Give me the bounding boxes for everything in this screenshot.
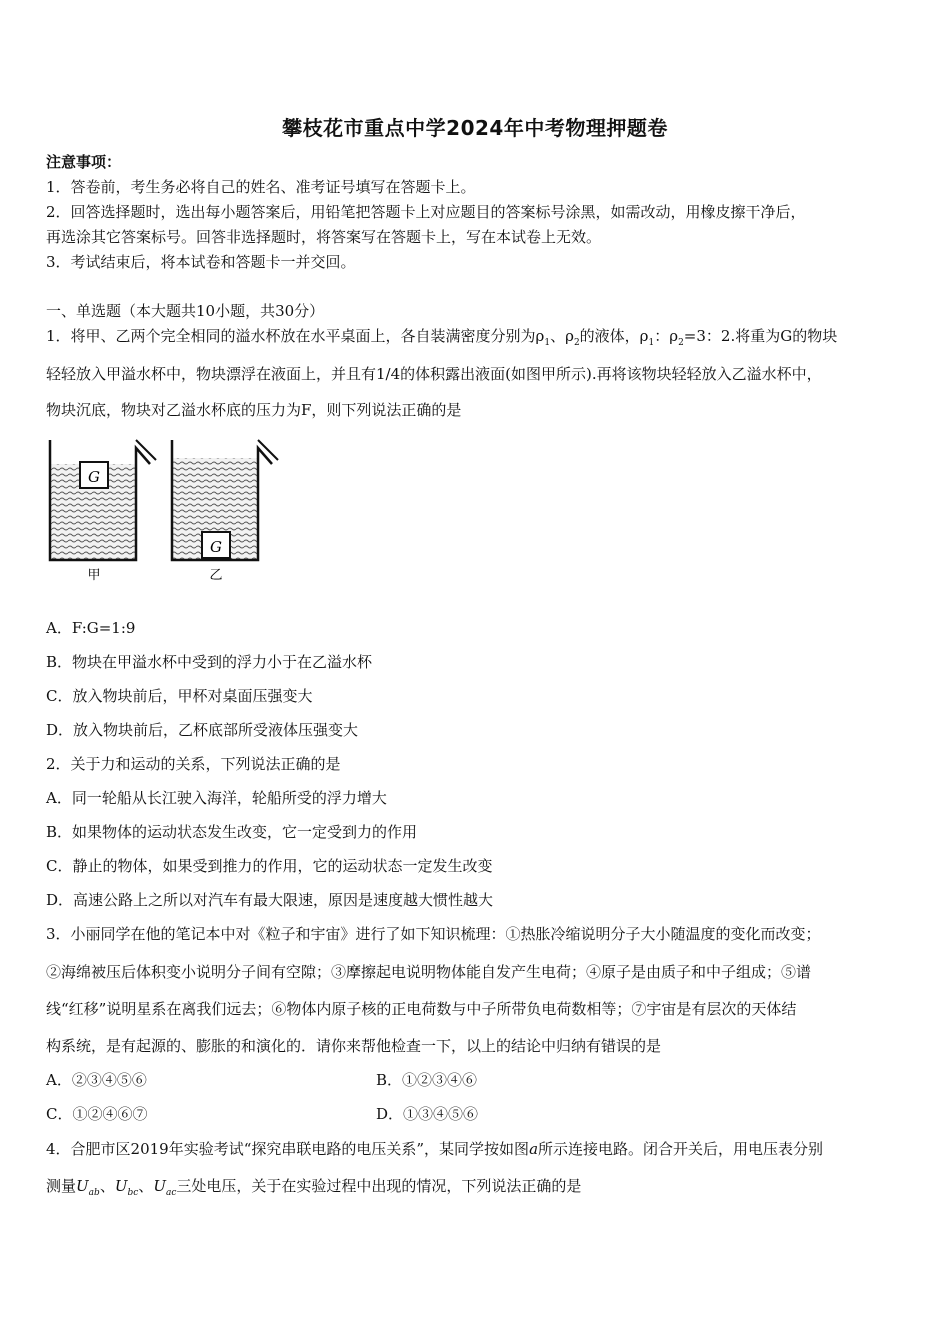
block-label-yi: G (210, 538, 222, 556)
q1-option-b: B．物块在甲溢水杯中受到的浮力小于在乙溢水杯 (46, 653, 373, 671)
q1-stem-line1: 1．将甲、乙两个完全相同的溢水杯放在水平桌面上，各自装满密度分别为$\rho_1$、$\rho_2$的液体，$\rho_1$：$\rho_2=3$：2.将重为G的物块 (46, 327, 838, 348)
q2-option-a: A．同一轮船从长江驶入海洋，轮船所受的浮力增大 (46, 789, 387, 807)
overflow-cups-figure (44, 436, 284, 590)
q3-stem-line2: ②海绵被压后体积变小说明分子间有空隙；③摩擦起电说明物体能自发产生电荷；④原子是由质子和中子组成；⑤谱 (46, 963, 812, 981)
block-label-jia: G (88, 468, 100, 486)
notes-item-2a: 2．回答选择题时，选出每小题答案后，用铅笔把答题卡上对应题目的答案标号涂黑，如需改动，用橡皮擦干净后， (46, 203, 806, 221)
q4-stem-line2: 测量$U_{ab}$、$U_{bc}$、$U_{ac}$三处电压，关于在实验过程中出现的情况，下列说法正确的是 (46, 1177, 582, 1198)
notes-heading: 注意事项： (46, 153, 122, 171)
q3-stem-line4: 构系统，是有起源的、膨胀的和演化的．请你来帮他检查一下，以上的结论中归纳有错误的是 (46, 1037, 662, 1055)
q1-option-c: C．放入物块前后，甲杯对桌面压强变大 (46, 687, 313, 705)
notes-item-3: 3．考试结束后，将本试卷和答题卡一并交回。 (46, 253, 356, 271)
notes-item-2b: 再选涂其它答案标号。回答非选择题时，将答案写在答题卡上，写在本试卷上无效。 (46, 228, 602, 246)
q1-stem-line2: 轻轻放入甲溢水杯中，物块漂浮在液面上，并且有1/4的体积露出液面(如图甲所示).再将该物块轻轻放入乙溢水杯中， (46, 365, 822, 383)
q3-stem-line3: 线“红移”说明星系在离我们远去；⑥物体内原子核的正电荷数与中子所带负电荷数相等；⑦宇宙是有层次的天体结 (46, 1000, 797, 1018)
section-heading: 一、单选题（本大题共10小题，共30分） (46, 302, 325, 320)
q1-stem-line3: 物块沉底，物块对乙溢水杯底的压力为F，则下列说法正确的是 (46, 401, 462, 419)
q2-option-c: C．静止的物体，如果受到推力的作用，它的运动状态一定发生改变 (46, 857, 493, 875)
q1-option-d: D．放入物块前后，乙杯底部所受液体压强变大 (46, 721, 359, 739)
page-title: 攀枝花市重点中学2024年中考物理押题卷 (282, 116, 668, 140)
q1-option-a: A．F:G=1:9 (46, 619, 136, 637)
q3-option-a: A．②③④⑤⑥ (46, 1071, 147, 1089)
label-jia: 甲 (87, 568, 101, 583)
q2-option-d: D．高速公路上之所以对汽车有最大限速，原因是速度越大惯性越大 (46, 891, 494, 909)
notes-item-1: 1．答卷前，考生务必将自己的姓名、准考证号填写在答题卡上。 (46, 178, 476, 196)
q3-option-c: C．①②④⑥⑦ (46, 1105, 148, 1123)
q3-stem-line1: 3．小丽同学在他的笔记本中对《粒子和宇宙》进行了如下知识梳理：①热胀冷缩说明分子大小随温度的变化而改变； (46, 925, 821, 943)
q2-stem: 2．关于力和运动的关系，下列说法正确的是 (46, 755, 341, 773)
q2-option-b: B．如果物体的运动状态发生改变，它一定受到力的作用 (46, 823, 418, 841)
q3-option-b: B．①②③④⑥ (376, 1071, 478, 1089)
q4-stem-line1: 4．合肥市区2019年实验考试“探究串联电路的电压关系”，某同学按如图a所示连接电路。闭合开关后，用电压表分别 (46, 1140, 824, 1158)
q3-option-d: D．①③④⑤⑥ (376, 1105, 479, 1123)
cup-yi (172, 440, 278, 583)
cup-jia (50, 440, 156, 583)
label-yi: 乙 (209, 568, 223, 583)
